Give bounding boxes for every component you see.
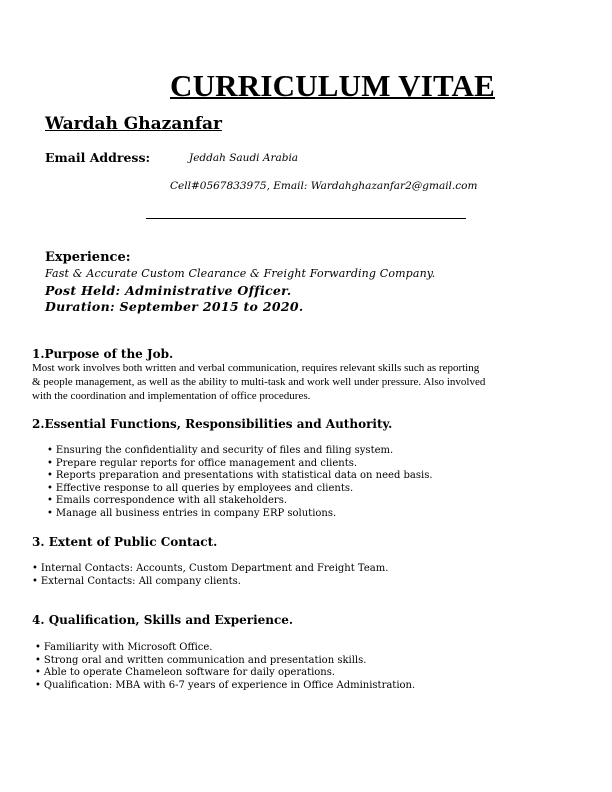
list-item: • External Contacts: All company clients. [32,576,388,589]
post-held: Post Held: Administrative Officer. [45,283,292,298]
contact-list [32,563,388,588]
page-title: CURRICULUM VITAE [170,68,495,103]
contact-line: Cell#0567833975, Email: Wardahghazanfar2@gmail.com [170,180,478,192]
list-item: • Reports preparation and presentations with statistical data on need basis. [47,470,433,483]
functions-list [47,445,433,520]
list-item: • Effective response to all queries by employees and clients. [47,483,433,496]
section-heading: 1.Purpose of the Job. [32,347,174,361]
purpose-line: with the coordination and implementation of office procedures. [32,390,311,402]
section-heading: 2.Essential Functions, Responsibilities and Authority. [32,417,393,431]
list-item: • Ensuring the confidentiality and security of files and filing system. [47,445,433,458]
section-contact [32,535,580,549]
section-purpose [32,347,580,403]
purpose-line: & people management, as well as the ability to multi-task and work well under pressure. Also involved [32,376,486,388]
section-functions [32,417,580,431]
section-heading: 4. Qualification, Skills and Experience. [32,613,294,627]
list-item: • Prepare regular reports for office management and clients. [47,458,433,471]
list-item: • Able to operate Chameleon software for daily operations. [35,667,415,680]
duration: Duration: September 2015 to 2020. [45,299,304,314]
list-item: • Manage all business entries in company ERP solutions. [47,508,433,521]
section-heading: 3. Extent of Public Contact. [32,535,218,549]
section-qualification [32,613,580,627]
list-item: • Familiarity with Microsoft Office. [35,642,415,655]
experience-label: Experience: [45,250,131,265]
list-item: • Emails correspondence with all stakeholders. [47,495,433,508]
purpose-line: Most work involves both written and verbal communication, requires relevant skills such as reporting [32,362,480,374]
qualification-list [35,642,415,692]
list-item: • Qualification: MBA with 6-7 years of experience in Office Administration. [35,680,415,693]
email-address-label: Email Address: [45,150,151,165]
list-item: • Internal Contacts: Accounts, Custom Department and Freight Team. [32,563,388,576]
list-item: • Strong oral and written communication and presentation skills. [35,655,415,668]
company-name: Fast & Accurate Custom Clearance & Freight Forwarding Company. [45,267,436,280]
location-text: Jeddah Saudi Arabia [189,152,299,164]
header-divider [146,218,466,219]
candidate-name: Wardah Ghazanfar [45,114,222,134]
